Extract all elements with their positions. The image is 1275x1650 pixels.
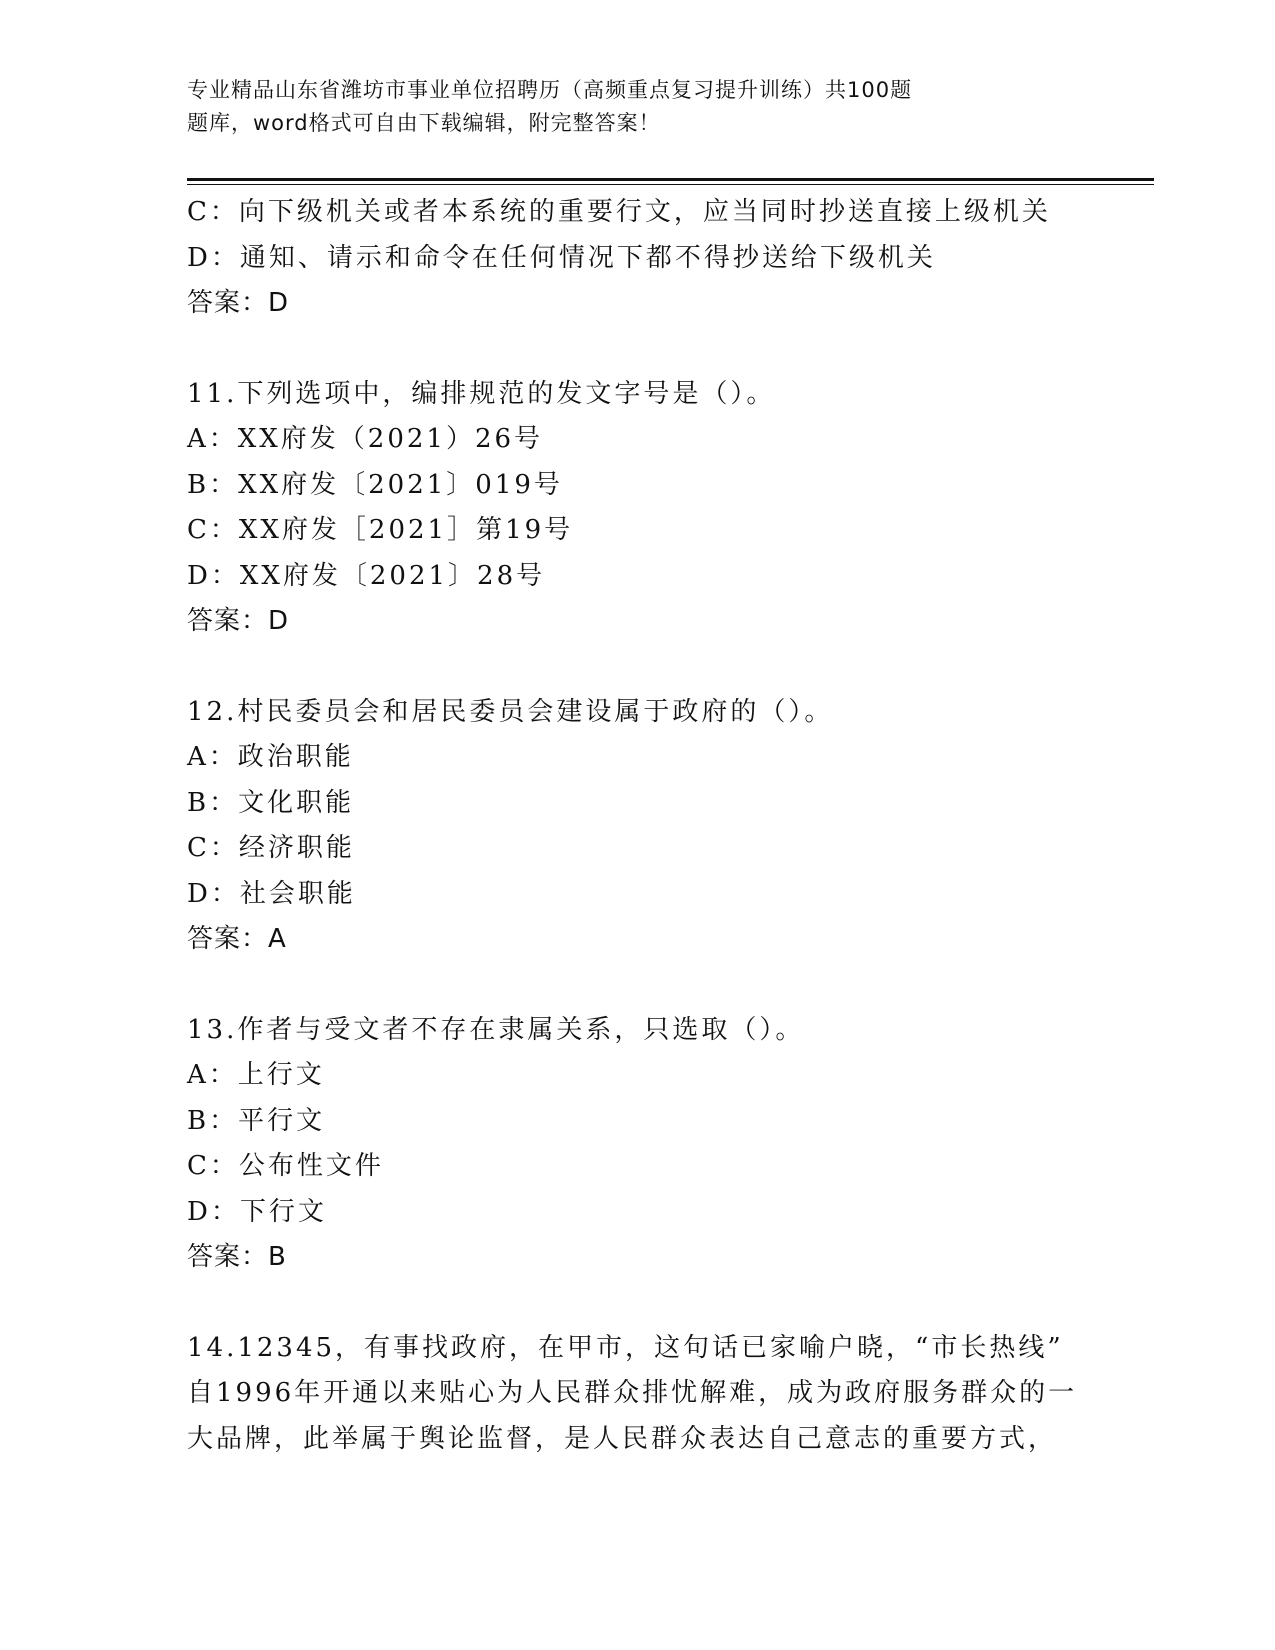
- question-10-continued: [187, 190, 1087, 327]
- question-stem-line-3: 大品牌，此举属于舆论监督，是人民群众表达自己意志的重要方式，: [187, 1423, 1058, 1454]
- answer-line: 答案：B: [187, 1242, 287, 1272]
- option-a: A：上行文: [187, 1060, 325, 1090]
- option-c: C：向下级机关或者本系统的重要行文，应当同时抄送直接上级机关: [187, 197, 1051, 227]
- question-13: [187, 1008, 1087, 1281]
- option-c: C：经济职能: [187, 833, 355, 863]
- option-d: D：社会职能: [187, 878, 356, 909]
- option-b: B：平行文: [187, 1105, 326, 1136]
- spacer: [187, 1281, 1087, 1326]
- spacer: [187, 327, 1087, 372]
- option-b: B：XX府发〔2021〕019号: [187, 469, 563, 500]
- question-content: [187, 190, 1087, 1462]
- question-stem: 12.村民委员会和居民委员会建设属于政府的（）。: [187, 696, 834, 727]
- option-d: D：下行文: [187, 1196, 327, 1227]
- answer-line: 答案：D: [187, 606, 290, 636]
- question-stem-line-2: 自1996年开通以来贴心为人民群众排忧解难，成为政府服务群众的一: [187, 1378, 1078, 1408]
- header-rule-thick: [187, 178, 1154, 181]
- option-d: D：XX府发〔2021〕28号: [187, 560, 546, 591]
- option-a: A：XX府发（2021）26号: [187, 424, 544, 454]
- header-title-line-1: 专业精品山东省潍坊市事业单位招聘历（高频重点复习提升训练）共100题: [187, 78, 913, 102]
- answer-line: 答案：A: [187, 924, 287, 954]
- answer-line: 答案：D: [187, 288, 290, 318]
- header-rule-thin: [187, 184, 1154, 185]
- question-11: [187, 372, 1087, 645]
- question-14: [187, 1326, 1087, 1463]
- question-stem: 11.下列选项中，编排规范的发文字号是（）。: [187, 378, 776, 409]
- option-c: C：公布性文件: [187, 1151, 384, 1181]
- spacer: [187, 645, 1087, 690]
- question-stem-line-1: 14.12345，有事找政府，在甲市，这句话已家喻户晓，“市长热线”: [187, 1332, 1064, 1363]
- question-12: [187, 690, 1087, 963]
- option-c: C：XX府发［2021］第19号: [187, 515, 574, 545]
- header-title-line-2: 题库，word格式可自由下载编辑，附完整答案！: [187, 111, 661, 135]
- option-a: A：政治职能: [187, 742, 354, 772]
- document-header: [187, 74, 1037, 140]
- option-d: D：通知、请示和命令在任何情况下都不得抄送给下级机关: [187, 242, 936, 273]
- option-b: B：文化职能: [187, 787, 355, 818]
- spacer: [187, 963, 1087, 1008]
- question-stem: 13.作者与受文者不存在隶属关系，只选取（）。: [187, 1014, 805, 1045]
